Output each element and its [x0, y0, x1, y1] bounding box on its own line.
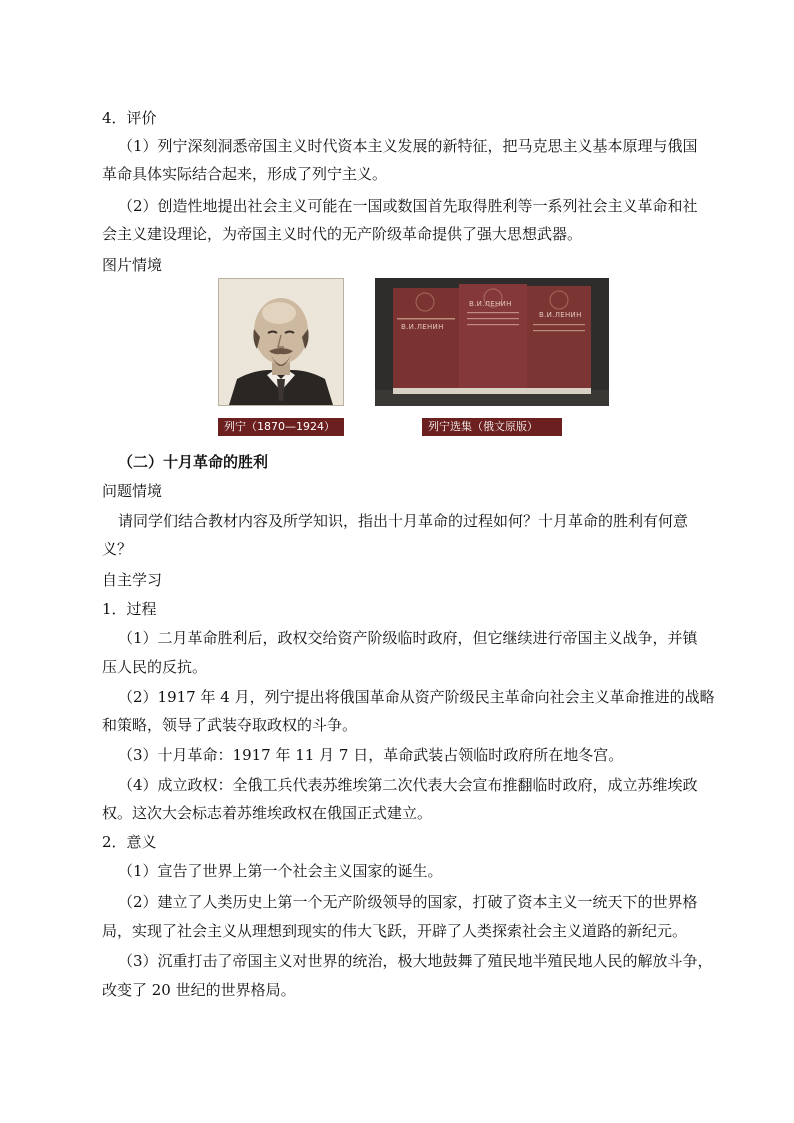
meaning-point-2-line2: 局，实现了社会主义从理想到现实的伟大飞跃，开辟了人类探索社会主义道路的新纪元。	[102, 922, 688, 940]
lenin-portrait-image	[218, 278, 344, 406]
evaluation-point-2-line1: （2）创造性地提出社会主义可能在一国或数国首先取得胜利等一系列社会主义革命和社	[118, 197, 698, 215]
book2-spine-text: В.И.ЛЕНИН	[469, 300, 512, 308]
process-point-4-line1: （4）成立政权：全俄工兵代表苏维埃第二次代表大会宣布推翻临时政府，成立苏维埃政	[118, 776, 698, 794]
lenin-works-image	[375, 278, 609, 406]
portrait-caption: 列宁（1870—1924）	[218, 418, 344, 436]
section-title-october-revolution: （二）十月革命的胜利	[118, 453, 269, 471]
lenin-portrait-figure	[218, 278, 344, 436]
process-point-1-line1: （1）二月革命胜利后，政权交给资产阶级临时政府，但它继续进行帝国主义战争，并镇	[118, 629, 698, 647]
book3-spine-text: В.И.ЛЕНИН	[539, 311, 582, 319]
evaluation-point-1-line2: 革命具体实际结合起来，形成了列宁主义。	[102, 165, 388, 183]
meaning-point-3-line2: 改变了 20 世纪的世界格局。	[102, 981, 296, 999]
process-point-1-line2: 压人民的反抗。	[102, 658, 208, 676]
meaning-heading: 2．意义	[102, 833, 157, 851]
process-point-3: （3）十月革命：1917 年 11 月 7 日，革命武装占领临时政府所在地冬宫。	[118, 746, 624, 764]
process-point-2-line2: 和策略，领导了武装夺取政权的斗争。	[102, 716, 358, 734]
self-study-label: 自主学习	[102, 571, 163, 589]
process-point-2-line1: （2）1917 年 4 月，列宁提出将俄国革命从资产阶级民主革命向社会主义革命推进的战略	[118, 688, 715, 706]
meaning-point-1: （1）宣告了世界上第一个社会主义国家的诞生。	[118, 862, 443, 880]
question-line1: 请同学们结合教材内容及所学知识，指出十月革命的过程如何？十月革命的胜利有何意	[118, 512, 689, 530]
evaluation-point-2-line2: 会主义建设理论，为帝国主义时代的无产阶级革命提供了强大思想武器。	[102, 225, 583, 243]
portrait-illustration	[219, 279, 343, 405]
books-caption: 列宁选集（俄文原版）	[422, 418, 562, 436]
question-line2: 义？	[102, 540, 133, 558]
process-point-4-line2: 权。这次大会标志着苏维埃政权在俄国正式建立。	[102, 804, 433, 822]
meaning-point-3-line1: （3）沉重打击了帝国主义对世界的统治，极大地鼓舞了殖民地半殖民地人民的解放斗争，	[118, 952, 713, 970]
section4-heading: 4．评价	[102, 109, 157, 127]
books-illustration	[375, 278, 609, 406]
book1-spine-text: В.И.ЛЕНИН	[401, 323, 444, 331]
process-heading: 1．过程	[102, 600, 157, 618]
picture-context-label: 图片情境	[102, 256, 163, 274]
meaning-point-2-line1: （2）建立了人类历史上第一个无产阶级领导的国家，打破了资本主义一统天下的世界格	[118, 893, 698, 911]
problem-context-label: 问题情境	[102, 482, 163, 500]
lenin-works-figure	[375, 278, 609, 436]
evaluation-point-1-line1: （1）列宁深刻洞悉帝国主义时代资本主义发展的新特征，把马克思主义基本原理与俄国	[118, 137, 698, 155]
